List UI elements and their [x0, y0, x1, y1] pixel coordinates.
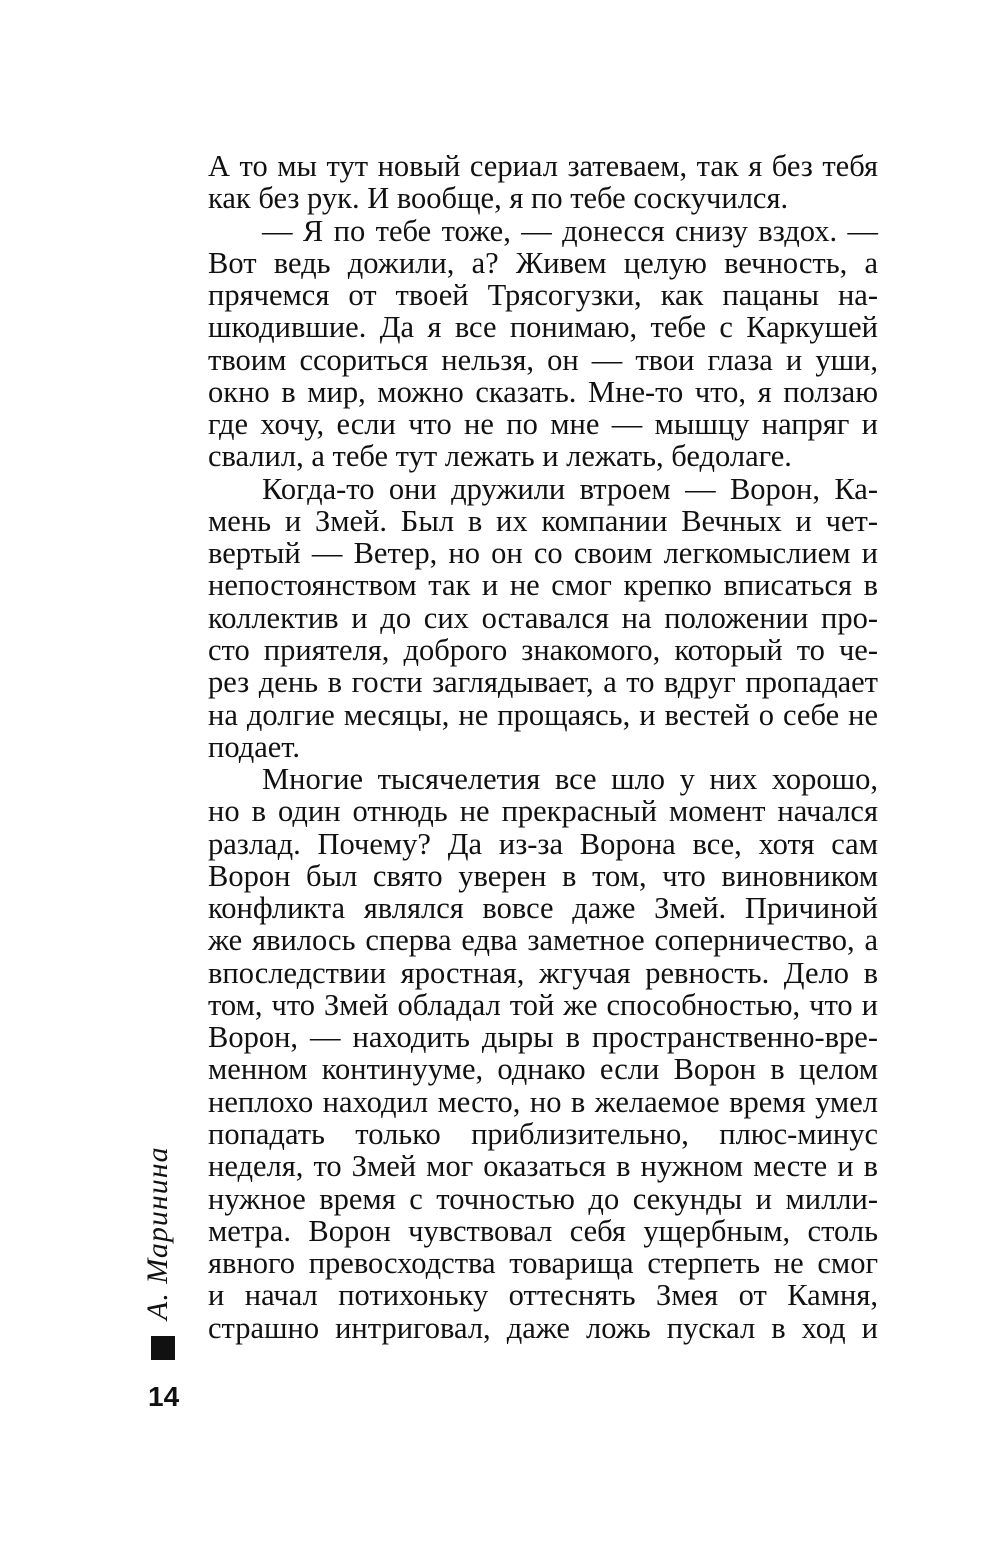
text-line: Когда-то они дружили втроем — Ворон, Ка-: [262, 471, 878, 506]
text-line: подает.: [208, 729, 300, 764]
text-line: том, что Змей обладал той же способностью, что и: [208, 987, 878, 1022]
text-line: где хочу, если что не по мне — мышцу напряг и: [208, 407, 878, 442]
text-line: но в один отнюдь не прекрасный момент начался: [208, 794, 878, 829]
text-line: как без рук. И вообще, я по тебе соскучился.: [208, 181, 789, 216]
black-square-ornament: [151, 1336, 175, 1360]
text-line: конфликта являлся вовсе даже Змей. Причиной: [208, 891, 878, 926]
text-line: сто приятеля, доброго знакомого, который то че-: [208, 632, 878, 667]
text-line: шкодившие. Да я все понимаю, тебе с Каркушей: [208, 310, 878, 345]
text-line: вертый — Ветер, но он со своим легкомыслием и: [208, 536, 878, 571]
text-line: неделя, то Змей мог оказаться в нужном месте и в: [208, 1149, 878, 1184]
text-line: Ворон, — находить дыры в пространственно-вре-: [208, 1020, 878, 1055]
text-line: явного превосходства товарища стерпеть не смог: [208, 1246, 878, 1281]
text-line: попадать только приблизительно, плюс-минус: [208, 1116, 878, 1151]
text-line: Вот ведь дожили, а? Живем целую вечность, а: [208, 245, 878, 280]
page-number: 14: [148, 1381, 180, 1412]
text-line: — Я по тебе тоже, — донесся снизу вздох. —: [262, 213, 878, 248]
text-line: на долгие месяцы, не прощаясь, и вестей о себе не: [208, 697, 878, 732]
text-line: разлад. Почему? Да из-за Ворона все, хотя сам: [208, 826, 878, 861]
running-head: [138, 1140, 178, 1320]
text-line: Многие тысячелетия все шло у них хорошо,: [262, 762, 878, 797]
text-line: страшно интриговал, даже ложь пускал в ход и: [208, 1310, 878, 1345]
text-line: неплохо находил место, но в желаемое время умел: [208, 1084, 878, 1119]
text-line: менном континууме, однако если Ворон в целом: [208, 1052, 878, 1087]
text-line: нужное время с точностью до секунды и милли-: [208, 1181, 878, 1216]
text-line: метра. Ворон чувствовал себя ущербным, столь: [208, 1213, 878, 1248]
text-line: А то мы тут новый сериал затеваем, так я без тебя: [208, 149, 878, 183]
text-line: мень и Змей. Был в их компании Вечных и чет-: [208, 503, 878, 538]
text-line: же явилось сперва едва заметное соперничество, а: [208, 923, 878, 958]
author-name: А. Маринина: [141, 1146, 174, 1320]
text-line: впоследствии яростная, жгучая ревность. Дело в: [208, 955, 878, 990]
text-line: непостоянством так и не смог крепко вписаться в: [208, 568, 878, 603]
text-line: твоим ссориться нельзя, он — твои глаза и уши,: [208, 342, 878, 377]
body-text: [208, 150, 878, 1344]
text-line: Ворон был свято уверен в том, что виновником: [208, 858, 878, 893]
text-line: коллектив и до сих оставался на положении про-: [208, 600, 878, 635]
text-line: и начал потихоньку оттеснять Змея от Камня,: [208, 1278, 878, 1313]
text-line: рез день в гости заглядывает, а то вдруг пропадает: [208, 665, 878, 700]
text-line: свалил, а тебе тут лежать и лежать, бедолаге.: [208, 439, 792, 474]
text-line: окно в мир, можно сказать. Мне-то что, я ползаю: [208, 374, 878, 409]
text-line: прячемся от твоей Трясогузки, как пацаны на-: [208, 278, 878, 313]
